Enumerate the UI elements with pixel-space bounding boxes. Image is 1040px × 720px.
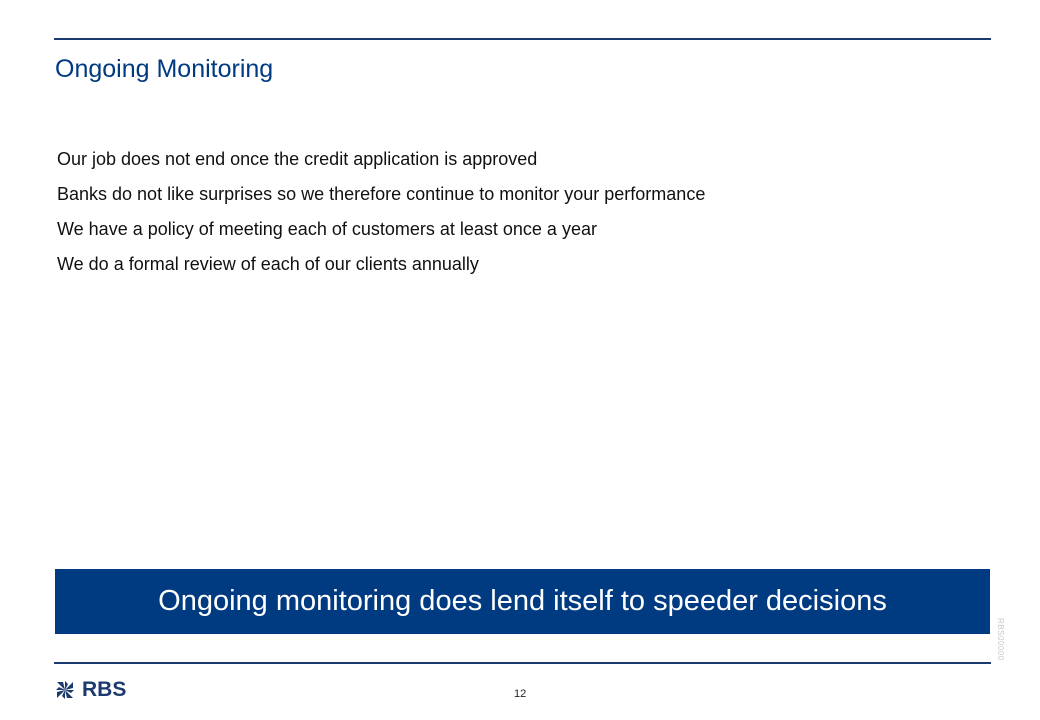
side-reference-code: RBS00000 [996, 618, 1005, 661]
bullet-item: Our job does not end once the credit application is approved [57, 149, 538, 169]
bottom-divider [54, 662, 991, 664]
page-number: 12 [514, 688, 527, 700]
rbs-daisy-logo-icon [54, 679, 76, 701]
bullet-list [57, 145, 797, 285]
slide-title: Ongoing Monitoring [55, 55, 274, 83]
logo-text: RBS [82, 678, 127, 701]
banner-text: Ongoing monitoring does lend itself to speeder decisions [158, 585, 887, 617]
bullet-item: We have a policy of meeting each of customers at least once a year [57, 219, 597, 239]
rbs-logo [54, 678, 126, 702]
bullet-item: We do a formal review of each of our clients annually [57, 254, 479, 274]
highlight-banner [55, 569, 990, 634]
top-divider [54, 38, 991, 40]
bullet-item: Banks do not like surprises so we therefore continue to monitor your performance [57, 184, 706, 204]
